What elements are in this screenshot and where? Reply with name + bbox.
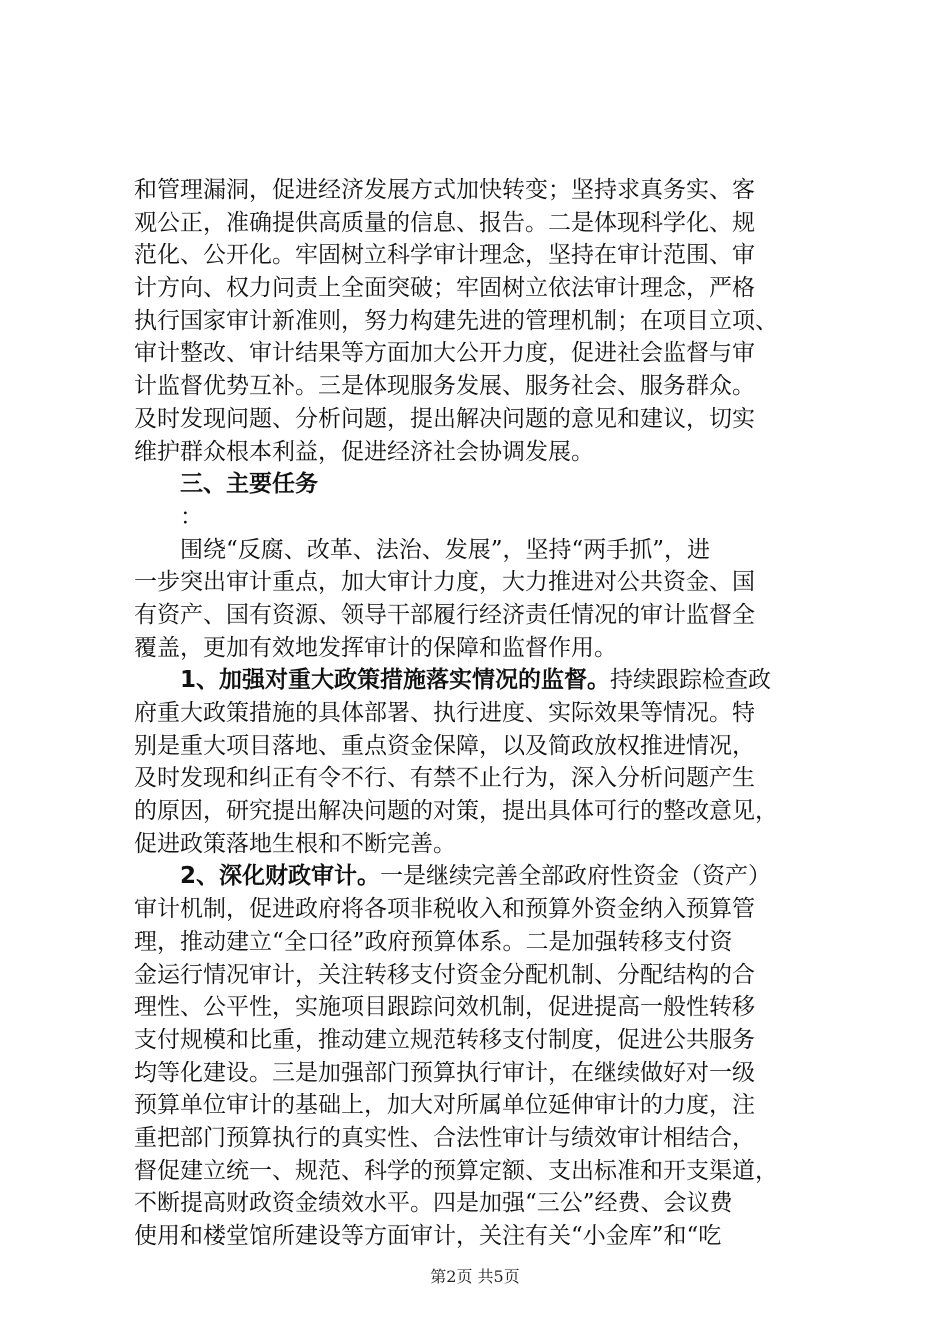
text-line: 促进政策落地生根和不断完善。 xyxy=(134,830,456,857)
text-line: 督促建立统一、规范、科学的预算定额、支出标准和开支渠道， xyxy=(134,1157,778,1184)
task-intro-paragraph xyxy=(134,534,854,665)
text-line: 及时发现问题、分析问题，提出解决问题的意见和建议，切实 xyxy=(134,405,755,432)
heading-colon: ： xyxy=(180,503,203,530)
text-line: 计方向、权力问责上全面突破；牢固树立依法审计理念，严格 xyxy=(134,275,755,302)
page-footer: 第2页 共5页 xyxy=(430,1267,520,1286)
text-line: 审计机制，促进政府将各项非税收入和预算外资金纳入预算管 xyxy=(134,896,755,923)
text-line: 理性、公平性，实施项目跟踪问效机制，促进提高一般性转移 xyxy=(134,994,755,1021)
text-line: 和管理漏洞，促进经济发展方式加快转变；坚持求真务实、客 xyxy=(134,177,755,203)
text-line: 的原因，研究提出解决问题的对策，提出具体可行的整改意见， xyxy=(134,798,778,825)
text-line: 及时发现和纠正有令不行、有禁不止行为，深入分析问题产生 xyxy=(134,765,755,792)
document-body xyxy=(134,174,854,1253)
text-line: 观公正，准确提供高质量的信息、报告。二是体现科学化、规 xyxy=(134,209,755,236)
text-line: 金运行情况审计，关注转移支付资金分配机制、分配结构的合 xyxy=(134,961,755,988)
text-line: 计监督优势互补。三是体现服务发展、服务社会、服务群众。 xyxy=(134,373,755,400)
item-2-lead-text: 一是继续完善全部政府性资金（资产） xyxy=(380,863,772,890)
text-line: 均等化建设。三是加强部门预算执行审计，在继续做好对一级 xyxy=(134,1059,755,1086)
text-line: 支付规模和比重，推动建立规范转移支付制度，促进公共服务 xyxy=(134,1026,755,1053)
text-line: 重把部门预算执行的真实性、合法性审计与绩效审计相结合， xyxy=(134,1124,755,1151)
text-line xyxy=(134,860,854,893)
text-line: 一步突出审计重点，加大审计力度，大力推进对公共资金、国 xyxy=(134,569,755,596)
item-1-paragraph xyxy=(134,664,854,860)
text-line xyxy=(134,664,854,697)
text-line: 执行国家审计新准则，努力构建先进的管理机制；在项目立项、 xyxy=(134,307,778,334)
item-1-title: 1、加强对重大政策措施落实情况的监督。 xyxy=(180,667,611,694)
item-2-paragraph xyxy=(134,860,854,1252)
item-2-title: 2、深化财政审计。 xyxy=(180,863,381,890)
intro-paragraph xyxy=(134,174,854,468)
text-line: 有资产、国有资源、领导干部履行经济责任情况的审计监督全 xyxy=(134,601,755,628)
text-line: 预算单位审计的基础上，加大对所属单位延伸审计的力度，注 xyxy=(134,1092,755,1119)
text-line: 府重大政策措施的具体部署、执行进度、实际效果等情况。特 xyxy=(134,700,755,726)
text-line: 范化、公开化。牢固树立科学审计理念，坚持在审计范围、审 xyxy=(134,242,755,269)
text-line: 审计整改、审计结果等方面加大公开力度，促进社会监督与审 xyxy=(134,340,755,367)
item-1-lead-text: 持续跟踪检查政 xyxy=(610,667,772,694)
text-line: 理，推动建立“全口径”政府预算体系。二是加强转移支付资 xyxy=(134,928,733,955)
text-line: 使用和楼堂馆所建设等方面审计，关注有关“小金库”和“吃 xyxy=(134,1223,722,1249)
text-line: 覆盖，更加有效地发挥审计的保障和监督作用。 xyxy=(134,634,617,661)
text-line: 维护群众根本利益，促进经济社会协调发展。 xyxy=(134,438,594,465)
text-line: 不断提高财政资金绩效水平。四是加强“三公”经费、会议费 xyxy=(134,1190,733,1217)
text-line: 围绕“反腐、改革、法治、发展”，坚持“两手抓”，进 xyxy=(180,536,711,563)
text-line: 别是重大项目落地、重点资金保障，以及简政放权推进情况， xyxy=(134,732,755,759)
section-heading: 三、主要任务 xyxy=(180,471,318,498)
